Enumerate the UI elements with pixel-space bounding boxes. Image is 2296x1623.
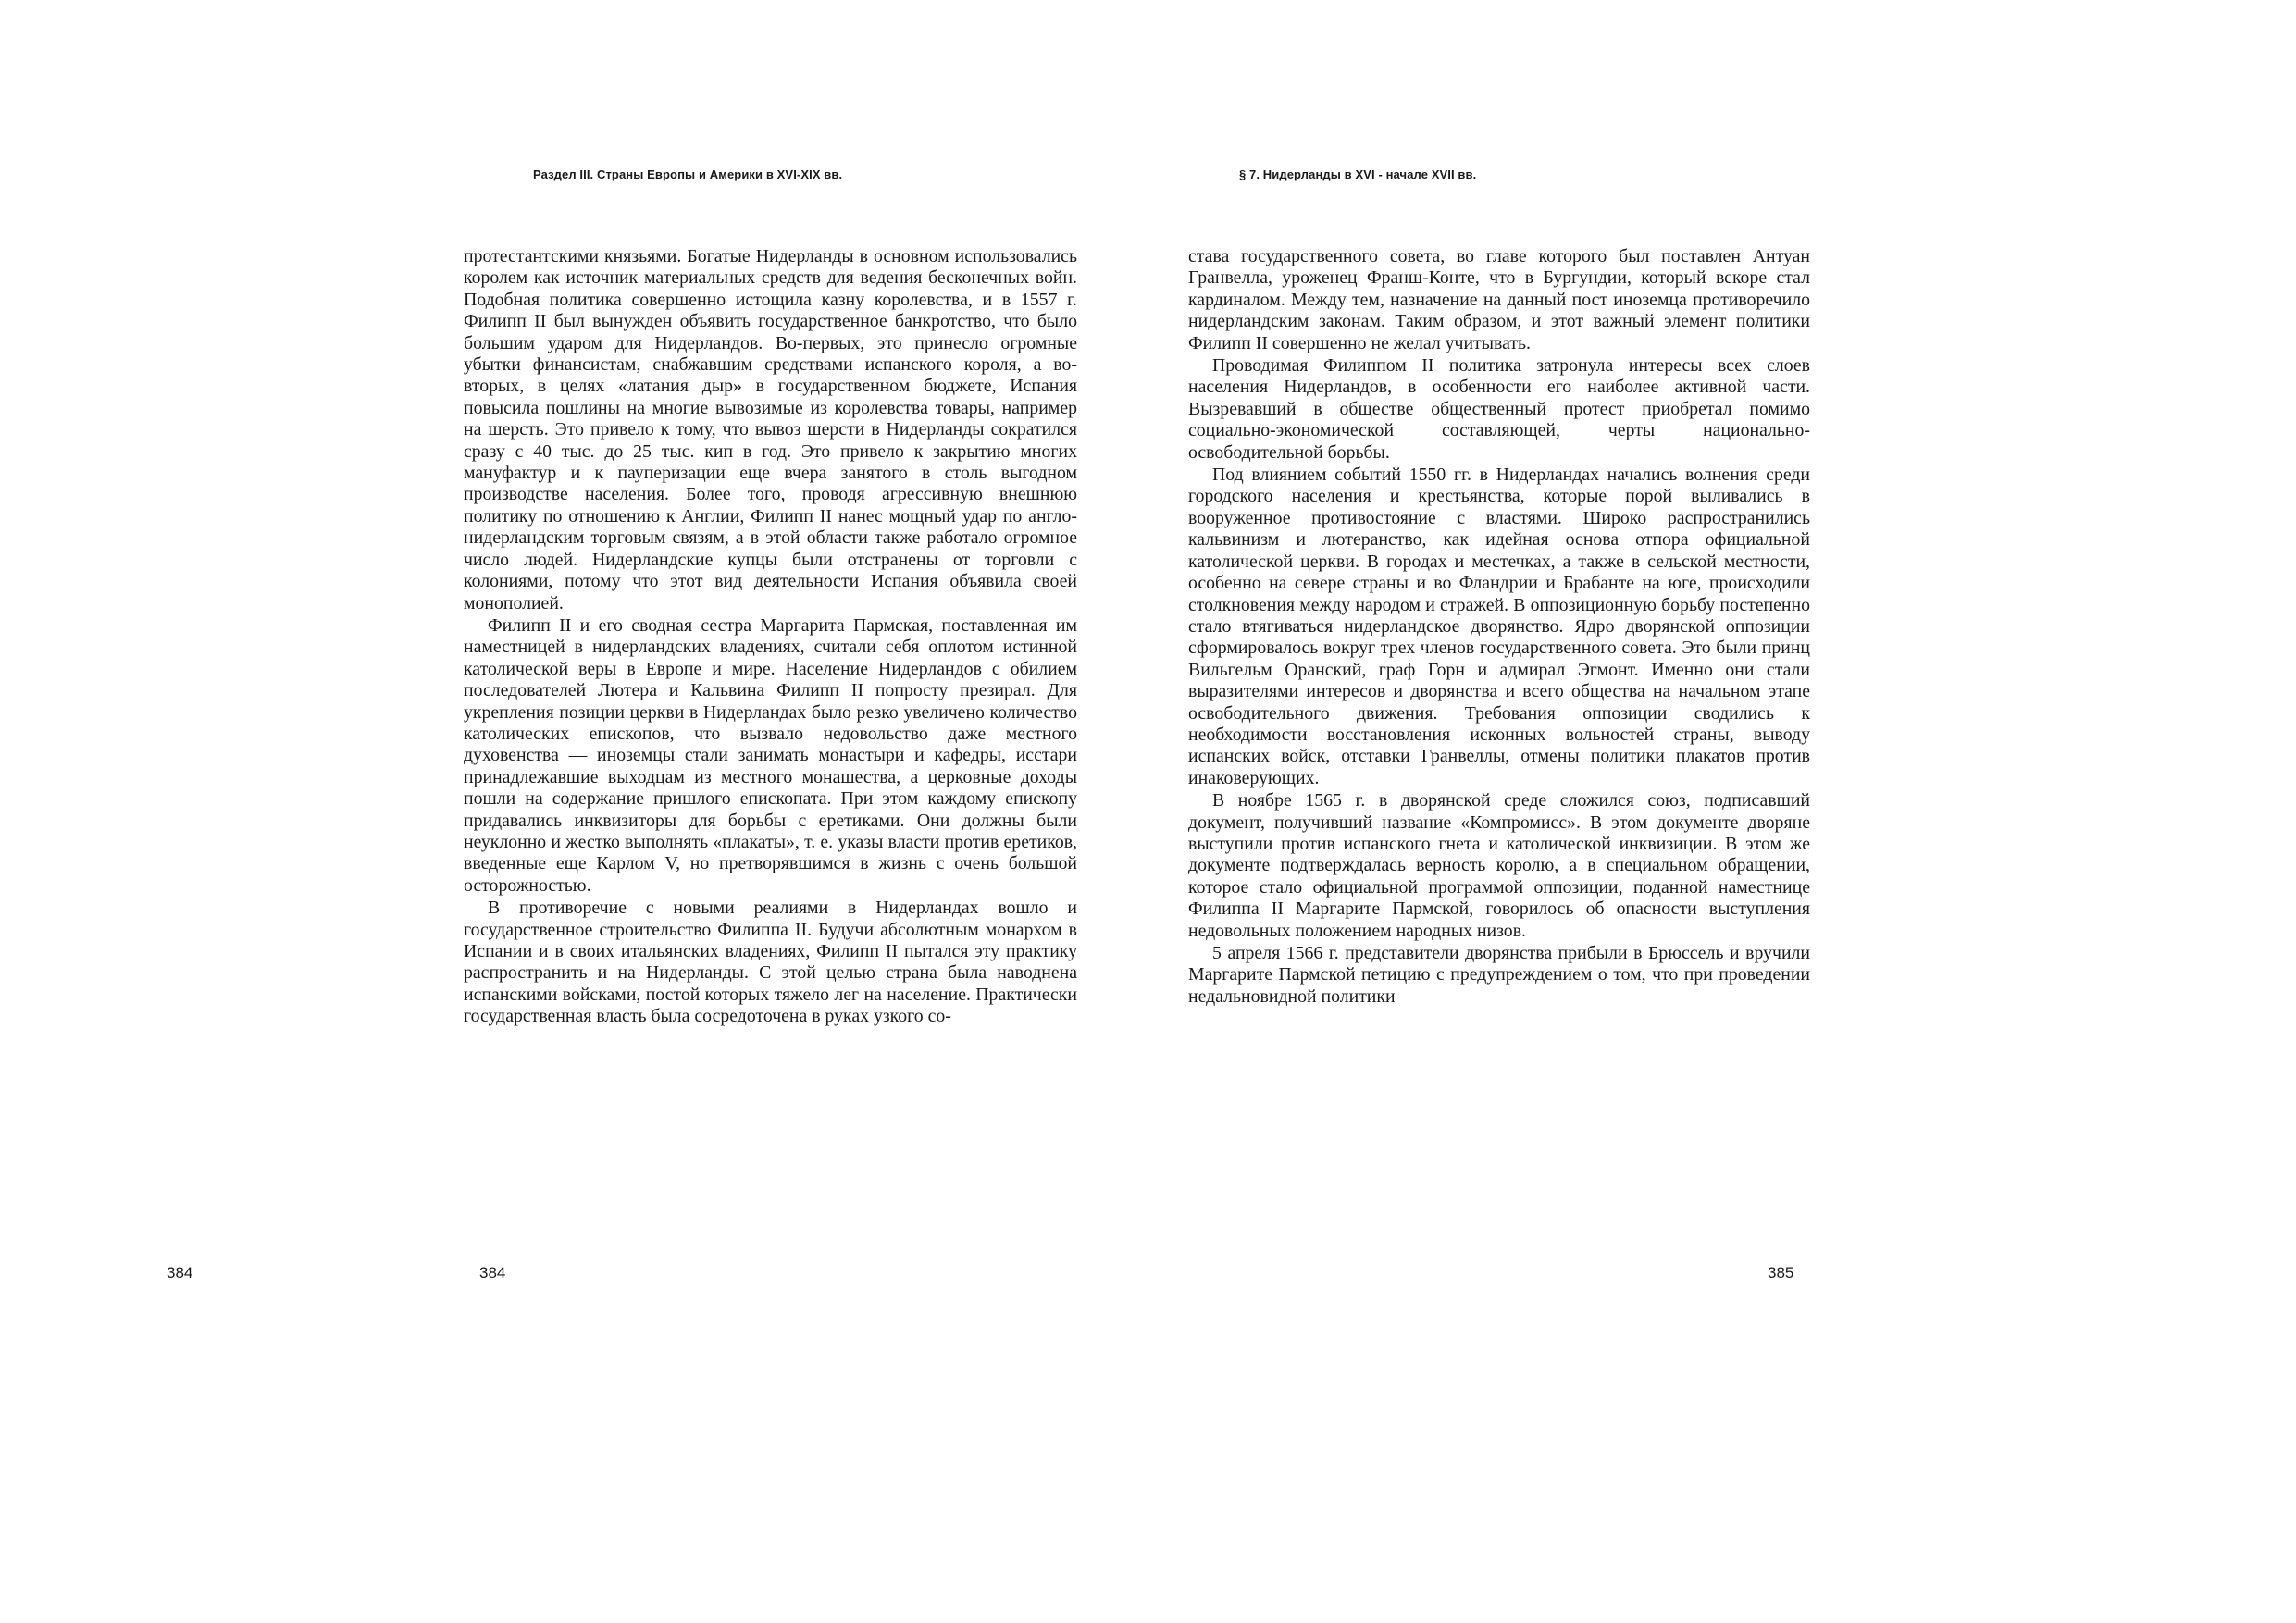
- right-page-text-column: [1188, 246, 1810, 1009]
- paragraph: Под влиянием событий 1550 гг. в Нидерландах начались волнения среди городского населения и крестьянства, которые порой выливались в вооруженное противостояние с властями. Широко распространились кальвинизм и лютеранство, как идейная основа отпора официальной католической церкви. В городах и местечках, а также в сельской местности, особенно на севере страны и во Фландрии и Брабанте на юге, происходили столкновения между народом и стражей. В оппозиционную борьбу постепенно стало втягиваться нидерландское дворянство. Ядро дворянской оппозиции сформировалось вокруг трех членов государственного совета. Это были принц Вильгельм Оранский, граф Горн и адмирал Эгмонт. Именно они стали выразителями интересов и дворянства и всего общества на начальном этапе освободительного движения. Требования оппозиции сводились к необходимости восстановления исконных вольностей страны, выводу испанских войск, отставки Гранвеллы, отмены политики плакатов против инаковерующих.: [1188, 465, 1810, 788]
- paragraph: става государственного совета, во главе которого был поставлен Антуан Гранвелла, уроженец Франш-Конте, что в Бургундии, который вскоре стал кардиналом. Между тем, назначение на данный пост иноземца противоречило нидерландским законам. Таким образом, и этот важный элемент политики Филипп II совершенно не желал учитывать.: [1188, 246, 1810, 353]
- running-header-left: Раздел III. Страны Европы и Америки в XVI-XIX вв.: [533, 167, 843, 181]
- page-number-margin: 384: [167, 1264, 193, 1282]
- page-number-right: 385: [1768, 1264, 1794, 1282]
- paragraph: Проводимая Филиппом II политика затронула интересы всех слоев населения Нидерландов, в особенности его наиболее активной части. Вызревавший в обществе общественный протест приобретал помимо социально-экономической составляющей, черты национально-освободительной борьбы.: [1188, 355, 1810, 463]
- left-page-text-column: [464, 246, 1077, 1029]
- running-header-right: § 7. Нидерланды в XVI - начале XVII вв.: [1239, 167, 1477, 181]
- paragraph: В ноябре 1565 г. в дворянской среде сложился союз, подписавший документ, получивший название «Компромисс». В этом документе дворяне выступили против испанского гнета и католической инквизиции. В этом же документе подтверждалась верность королю, а в специальном обращении, которое стало официальной программой оппозиции, поданной наместнице Филиппа II Маргарите Пармской, говорилось об опасности выступления недовольных положением народных низов.: [1188, 790, 1810, 941]
- paragraph: В противоречие с новыми реалиями в Нидерландах вошло и государственное строительство Филиппа II. Будучи абсолютным монархом в Испании и в своих итальянских владениях, Филипп II пытался эту практику распространить и на Нидерланды. С этой целью страна была наводнена испанскими войсками, постой которых тяжело лег на население. Практически государственная власть была сосредоточена в руках узкого со-: [464, 898, 1077, 1027]
- paragraph: протестантскими князьями. Богатые Нидерланды в основном использовались королем как источник материальных средств для ведения бесконечных войн. Подобная политика совершенно истощила казну королевства, и в 1557 г. Филипп II был вынужден объявить государственное банкротство, что было большим ударом для Нидерландов. Во-первых, это принесло огромные убытки финансистам, снабжавшим средствами испанского короля, а во-вторых, в целях «латания дыр» в государственном бюджете, Испания повысила пошлины на многие вывозимые из королевства товары, например на шерсть. Это привело к тому, что вывоз шерсти в Нидерланды сократился сразу с 40 тыс. до 25 тыс. кип в год. Это привело к закрытию многих мануфактур и к пауперизации еще вчера занятого в столь выгодном производстве населения. Более того, проводя агрессивную внешнюю политику по отношению к Англии, Филипп II нанес мощный удар по англо-нидерландским торговым связям, а в этой области также работало огромное число людей. Нидерландские купцы были отстранены от торговли с колониями, потому что этот вид деятельности Испания объявила своей монополией.: [464, 246, 1077, 613]
- paragraph: Филипп II и его сводная сестра Маргарита Пармская, поставленная им наместницей в нидерландских владениях, считали себя оплотом истинной католической веры в Европе и мире. Население Нидерландов с обилием последователей Лютера и Кальвина Филипп II попросту презирал. Для укрепления позиции церкви в Нидерландах было резко увеличено количество католических епископов, что вызвало недовольство даже местного духовенства — иноземцы стали занимать монастыри и кафедры, исстари принадлежавшие выходцам из местного монашества, а церковные доходы пошли на содержание пришлого епископата. При этом каждому епископу придавались инквизиторы для борьбы с еретиками. Они должны были неуклонно и жестко выполнять «плакаты», т. е. указы власти против еретиков, введенные еще Карлом V, но претворявшимся в жизнь с очень большой осторожностью.: [464, 614, 1077, 896]
- paragraph: 5 апреля 1566 г. представители дворянства прибыли в Брюссель и вручили Маргарите Пармской петицию с предупреждением о том, что при проведении недальновидной политики: [1188, 943, 1810, 1007]
- page-number-left: 384: [479, 1264, 506, 1282]
